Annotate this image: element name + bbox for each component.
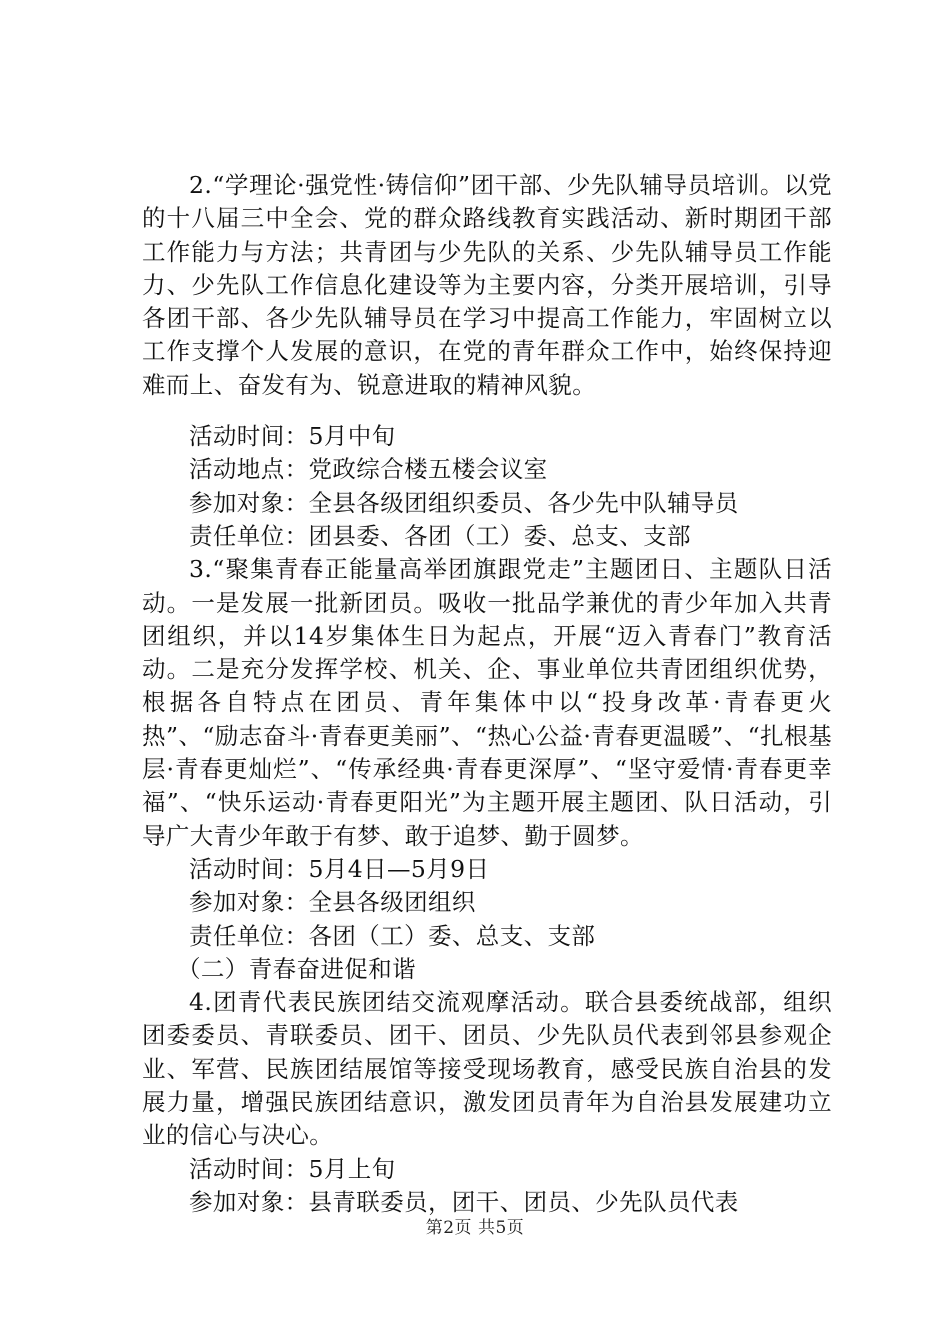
section-2-heading: （二）青春奋进促和谐 <box>177 954 416 983</box>
item-2-time: 活动时间：5月中旬 <box>189 422 396 451</box>
item-4-time: 活动时间：5月上旬 <box>189 1154 396 1183</box>
paragraph-gap <box>142 402 832 420</box>
item-4-paragraph: 4.团青代表民族团结交流观摩活动。联合县委统战部，组织团委委员、青联委员、团干、团员、少先队员代表到邻县参观企业、军营、民族团结展馆等接受现场教育，感受民族自治县的发展力量，增强民族团结意识，激发团员青年为自治县发展建功立业的信心与决心。 <box>142 988 832 1150</box>
item-3-time: 活动时间：5月4日—5月9日 <box>189 854 490 883</box>
document-body <box>142 169 832 1219</box>
item-2-paragraph: 2.“学理论·强党性·铸信仰”团干部、少先队辅导员培训。以党的十八届三中全会、党的群众路线教育实践活动、新时期团干部工作能力与方法；共青团与少先队的关系、少先队辅导员工作能力、少先队工作信息化建设等为主要内容，分类开展培训，引导各团干部、各少先队辅导员在学习中提高工作能力，牢固树立以工作支撑个人发展的意识，在党的青年群众工作中，始终保持迎难而上、奋发有为、锐意进取的精神风貌。 <box>142 171 832 399</box>
item-4-participants: 参加对象：县青联委员，团干、团员、少先队员代表 <box>189 1187 739 1216</box>
item-2-responsible: 责任单位：团县委、各团（工）委、总支、支部 <box>189 521 691 550</box>
item-2-location: 活动地点：党政综合楼五楼会议室 <box>189 455 548 484</box>
item-3-paragraph: 3.“聚集青春正能量高举团旗跟党走”主题团日、主题队日活动。一是发展一批新团员。吸收一批品学兼优的青少年加入共青团组织，并以14岁集体生日为起点，开展“迈入青春门”教育活动。二是充分发挥学校、机关、企、事业单位共青团组织优势，根据各自特点在团员、青年集体中以“投身改革·青春更火热”、“励志奋斗·青春更美丽”、“热心公益·青春更温暖”、“扎根基层·青春更灿烂”、“传承经典·青春更深厚”、“坚守爱情·青春更幸福”、“快乐运动·青春更阳光”为主题开展主题团、队日活动，引导广大青少年敢于有梦、敢于追梦、勤于圆梦。 <box>142 555 832 850</box>
item-2-participants: 参加对象：全县各级团组织委员、各少先中队辅导员 <box>189 488 739 517</box>
page-footer: 第2页 共5页 <box>425 1218 525 1238</box>
item-3-responsible: 责任单位：各团（工）委、总支、支部 <box>189 921 596 950</box>
item-3-participants: 参加对象：全县各级团组织 <box>189 888 476 917</box>
